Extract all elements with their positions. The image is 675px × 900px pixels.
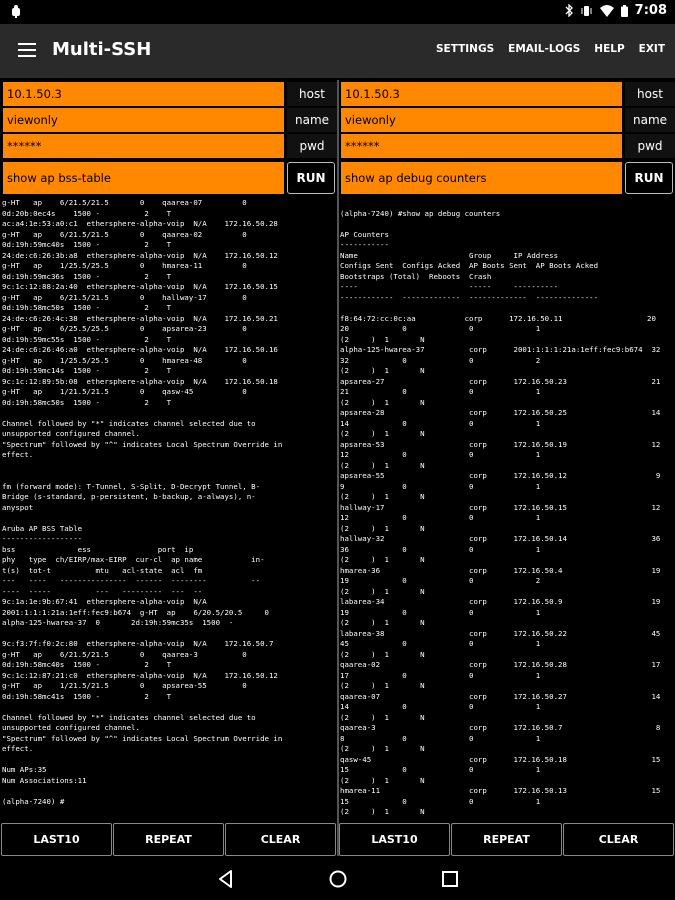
pwd-row [339, 134, 675, 158]
system-nav-bar [0, 858, 675, 900]
host-input[interactable]: 10.1.50.3 [341, 82, 622, 106]
terminal-output[interactable]: g-HT ap 6/21.5/21.5 0 qaarea-07 0 0d:20b:0ec4s 1500 - 2 T ac:a4:1e:53:a0:c1 ethersphere-alpha-voip N/A 172.16.50.28 g-HT ap 6/21.5/21.5 0 qaarea-02 0 0d:19h:59mc40s 1500 - 2 T 24:de:c6:26:3b:a8 ethersphere-alpha-voip N/A 172.16.50.12 g-HT ap 1/25.5/25.5 0 hmarea-11 0 0d:19h:59mc36s 1500 - 2 T 9c:1c:12:88:2a:40 ethersphere-alpha-voip N/A 172.16.50.15 g-HT ap 6/21.5/21.5 0 hallway-17 0 0d:19h:58mc50s 1500 - 2 T 24:de:c6:26:4c:38 ethersphere-alpha-voip N/A 172.16.50.21 g-HT ap 6/25.5/25.5 0 apsarea-23 0 0d:19h:59mc55s 1500 - 2 T 24:de:c6:26:46:a0 ethersphere-alpha-voip N/A 172.16.50.16 g-HT ap 1/25.5/25.5 0 hmarea-48 0 0d:19h:59mc14s 1500 - 2 T 9c:1c:12:89:5b:08 ethersphere-alpha-voip N/A 172.16.50.18 g-HT ap 1/21.5/21.5 0 qasw-45 0 0d:19h:58mc50s 1500 - 2 T Channel followed by "*" indicates channel selected due to unsupported configured channel. "Spectrum" followed by "^" indicates Local Spectrum Override in effect. fm (forward mode): T-Tunnel, S-Split, D-Decrypt Tunnel, B- Bridge (s-standard, p-persistent, b-backup, a-always), n- anyspot Aruba AP BSS Table ------------------ bss ess port ip phy type ch/EIRP/max-EIRP cur-cl ap name in- t(s) tot-t mtu acl-state acl fm --- ---- --------------- ------ -------- -- ---- ----- --- --------- --- -- 9c:1a:1e:9b:67:41 ethersphere-alpha-voip N/A 2001:1:1:1:21a:1eff:fec9:b674 g-HT ap 6/20.5/20.5 0 alpha-125-hwarea-37 0 2d:19h:59mc35s 1500 - 9c:f3:7f:f0:2c:80 ethersphere-alpha-voip N/A 172.16.50.7 g-HT ap 6/21.5/21.5 0 qaarea-3 0 0d:19h:58mc40s 1500 - 2 T 9c:1c:12:87:21:c0 ethersphere-alpha-voip N/A 172.16.50.12 g-HT ap 1/21.5/21.5 0 apsarea-55 0 0d:19h:58mc41s 1500 - 2 T Channel followed by "*" indicates channel selected due to unsupported configured channel. "Spectrum" followed by "^" indicates Local Spectrum Override in effect. Num APs:35 Num Associations:11 (alpha-7240) # [2, 198, 283, 806]
host-label: host [625, 82, 675, 106]
recents-icon[interactable] [439, 868, 461, 890]
host-row [339, 82, 675, 106]
email-logs-menu-item[interactable]: EMAIL-LOGS [508, 43, 581, 55]
terminal-output[interactable]: (alpha-7240) #show ap debug counters AP Counters ----------- Name Group IP Address Configs Sent Configs Acked AP Boots Sent AP Boots Acked Bootstraps (Total) Reboots Crash ---- ----- ---------- ------------ ------------- ------------- -------------- f8:64:72:cc:0c:aa corp 172.16.50.11 20 20 0 0 1 (2 ) 1 N alpha-125-hwarea-37 corp 2001:1:1:1:21a:1eff:fec9:b674 32 32 0 0 2 (2 ) 1 N apsarea-27 corp 172.16.50.23 21 21 0 0 1 (2 ) 1 N apsarea-28 corp 172.16.50.25 14 14 0 0 1 (2 ) 1 N apsarea-53 corp 172.16.50.19 12 12 0 0 1 (2 ) 1 N apsarea-55 corp 172.16.50.12 9 9 0 0 1 (2 ) 1 N hallway-17 corp 172.16.50.15 12 12 0 0 1 (2 ) 1 N hallway-32 corp 172.16.50.14 36 36 0 0 1 (2 ) 1 N hmarea-36 corp 172.16.50.4 19 19 0 0 2 (2 ) 1 N labarea-34 corp 172.16.50.9 19 19 0 0 1 (2 ) 1 N labarea-38 corp 172.16.50.22 45 45 0 0 1 (2 ) 1 N qaarea-02 corp 172.16.50.28 17 17 0 0 1 (2 ) 1 N qaarea-07 corp 172.16.50.27 14 14 0 0 1 (2 ) 1 N qaarea-3 corp 172.16.50.7 8 8 0 0 1 (2 ) 1 N qasw-45 corp 172.16.50.18 15 15 0 0 1 (2 ) 1 N hmarea-11 corp 172.16.50.13 15 15 0 0 1 (2 ) 1 N [340, 208, 661, 816]
username-input[interactable]: viewonly [341, 108, 622, 132]
password-input[interactable]: ****** [3, 134, 284, 158]
right-button-bar [339, 822, 675, 856]
pwd-row [1, 134, 337, 158]
status-bar [0, 0, 675, 24]
run-button[interactable]: RUN [287, 162, 335, 194]
last10-button[interactable]: LAST10 [1, 823, 112, 856]
app-bar [0, 24, 675, 78]
vibrate-icon [580, 5, 593, 17]
command-row [339, 162, 675, 194]
home-icon[interactable] [327, 868, 349, 890]
menu-icon[interactable] [18, 43, 36, 57]
host-input[interactable]: 10.1.50.3 [3, 82, 284, 106]
last10-button[interactable]: LAST10 [339, 823, 450, 856]
left-session-pane [1, 80, 337, 822]
clear-button[interactable]: CLEAR [563, 823, 674, 856]
password-input[interactable]: ****** [341, 134, 622, 158]
run-button[interactable]: RUN [625, 162, 673, 194]
repeat-button[interactable]: REPEAT [451, 823, 562, 856]
top-menu [436, 43, 665, 55]
settings-menu-item[interactable]: SETTINGS [435, 43, 495, 55]
username-input[interactable]: viewonly [3, 108, 284, 132]
clear-button[interactable]: CLEAR [225, 823, 336, 856]
help-menu-item[interactable]: HELP [594, 43, 625, 55]
app-title: Multi-SSH [52, 39, 152, 60]
right-session-pane [339, 80, 675, 822]
android-debug-icon [10, 4, 22, 18]
wifi-icon [600, 5, 614, 17]
host-label: host [287, 82, 337, 106]
command-row [1, 162, 337, 194]
battery-icon [621, 5, 628, 17]
name-label: name [625, 108, 675, 132]
name-row [1, 108, 337, 132]
pwd-label: pwd [287, 134, 337, 158]
name-row [339, 108, 675, 132]
command-input[interactable]: show ap debug counters [341, 162, 622, 194]
status-time: 7:08 [634, 3, 667, 18]
bluetooth-icon [565, 4, 573, 17]
pwd-label: pwd [625, 134, 675, 158]
host-row [1, 82, 337, 106]
repeat-button[interactable]: REPEAT [113, 823, 224, 856]
exit-menu-item[interactable]: EXIT [638, 43, 665, 55]
back-icon[interactable] [215, 868, 237, 890]
name-label: name [287, 108, 337, 132]
left-button-bar [1, 822, 337, 856]
command-input[interactable]: show ap bss-table [3, 162, 284, 194]
